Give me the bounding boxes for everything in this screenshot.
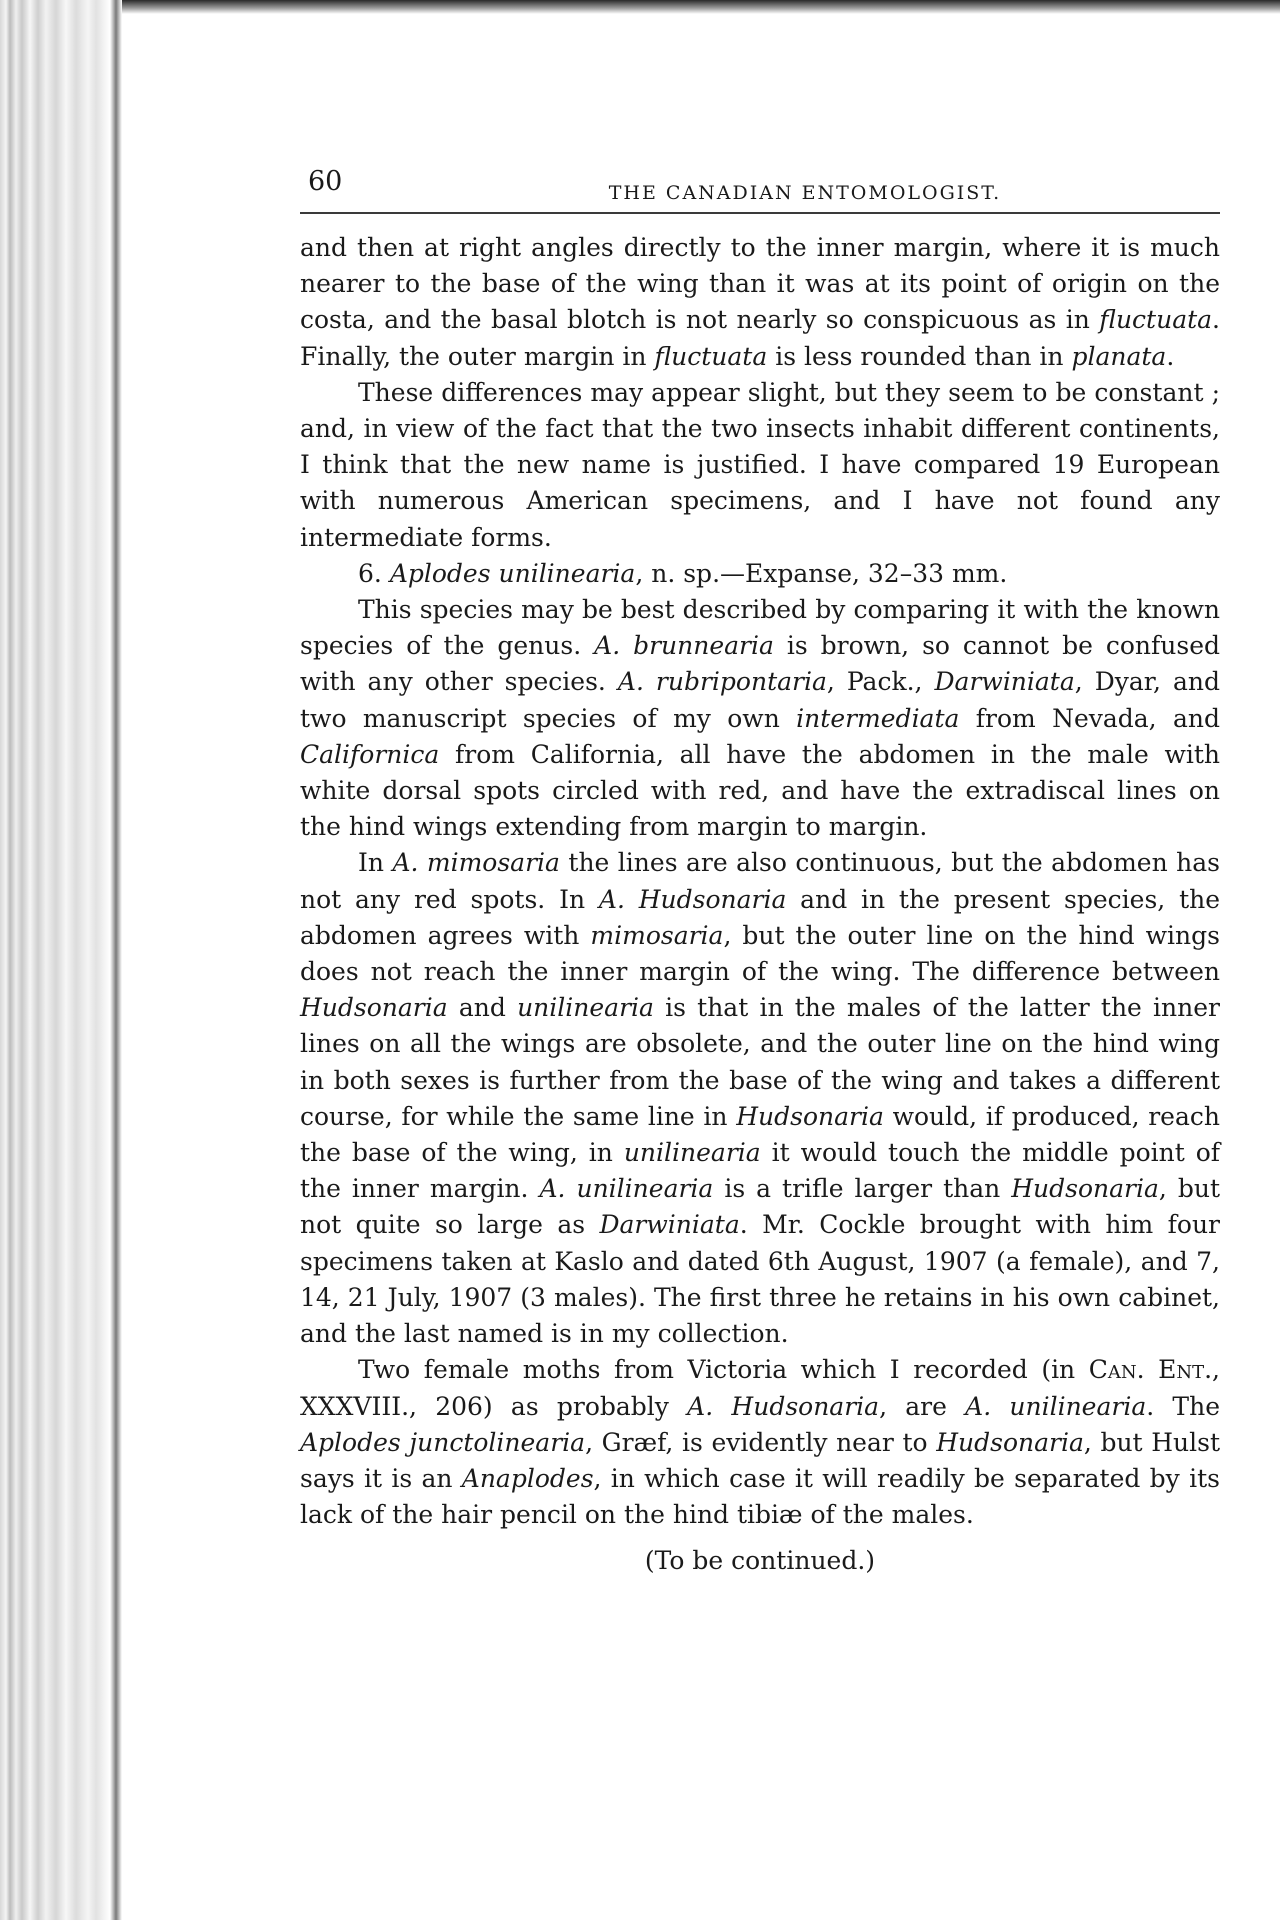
italic-term: Hudsonaria	[736, 1101, 884, 1131]
text-run: would, if produced, reach the base of the wing, in	[300, 1101, 1220, 1168]
paragraph	[300, 1352, 1220, 1533]
italic-term: A. unilinearia	[965, 1391, 1147, 1421]
italic-term: A. rubripontaria	[617, 667, 827, 697]
text-run: . Mr. Cockle brought with him four specimens taken at Kaslo and dated 6th August, 1907 (a female), and 7, 14, 21 July, 1907 (3 males). The first three he retains in his own cabinet, and the last named is in my collection.	[300, 1210, 1220, 1349]
italic-term: A. Hudsonaria	[687, 1391, 880, 1421]
text-run: is that in the males of the latter the inner lines on all the wings are obsolete, and the outer line on the hind wing in both sexes is further from the base of the wing and takes a different course, for while the same line in	[300, 993, 1220, 1131]
page-content	[300, 160, 1220, 1580]
italic-term: Darwiniata	[934, 667, 1075, 697]
text-run: These differences may appear slight, but they seem to be constant ; and, in view of the fact that the two insects inhabit different continents, I think that the new name is justified. I have compared 19 European with numerous American specimens, and I have not found any intermediate forms.	[300, 377, 1220, 552]
italic-term: A. Hudsonaria	[598, 884, 787, 914]
italic-term: Hudsonaria	[936, 1427, 1084, 1457]
italic-term: Darwiniata	[599, 1210, 740, 1240]
text-run: , are	[879, 1391, 966, 1421]
italic-term: mimosaria	[590, 920, 724, 950]
running-head	[300, 160, 1220, 214]
text-run: from California, all have the abdomen in the male with white dorsal spots circled with red, and have the extradiscal lines on the hind wings extending from margin to margin.	[300, 739, 1220, 842]
text-run: is less rounded than in	[767, 341, 1072, 371]
italic-term: unilinearia	[517, 993, 654, 1023]
italic-term: planata	[1071, 341, 1167, 371]
text-run: , Dyar, and two manuscript species of my own	[300, 667, 1220, 733]
paragraph	[300, 592, 1220, 845]
italic-term: Californica	[300, 739, 440, 769]
italic-term: Aplodes unilinearia	[389, 558, 636, 588]
italic-term: fluctuata	[1099, 305, 1213, 335]
text-run: This species may be best described by comparing it with the known species of the genus.	[300, 595, 1220, 661]
italic-term: unilinearia	[623, 1138, 761, 1168]
text-run: .	[1166, 341, 1175, 371]
text-run: , in which case it will readily be separated by its lack of the hair pencil on the hind tibiæ of the males.	[300, 1463, 1220, 1530]
text-run: , Græf, is evidently near to	[585, 1427, 937, 1457]
text-run: , XXXVIII., 206) as probably	[300, 1355, 1220, 1421]
text-run: 6.	[358, 558, 390, 588]
italic-term: Anaplodes	[461, 1463, 594, 1493]
italic-term: Aplodes junctolinearia	[300, 1427, 586, 1457]
text-run: and then at right angles directly to the inner margin, where it is much nearer to the base of the wing than it was at its point of origin on the costa, and the basal blotch is not nearly so conspicuous as in	[300, 233, 1220, 335]
text-run: from Nevada, and	[959, 703, 1220, 733]
page-top-shadow	[0, 0, 1280, 14]
italic-term: Hudsonaria	[300, 993, 448, 1023]
continued-note: (To be continued.)	[644, 1546, 876, 1576]
paragraph	[300, 230, 1220, 375]
paragraph	[300, 845, 1220, 1352]
text-run: , n. sp.—Expanse, 32–33 mm.	[635, 558, 1008, 588]
text-run: , but Hulst says it is an	[300, 1427, 1220, 1493]
text-run: is brown, so cannot be confused with any other species.	[300, 631, 1221, 697]
paragraph	[300, 375, 1220, 556]
italic-term: A. mimosaria	[392, 848, 560, 878]
text-run: , Pack.,	[826, 667, 935, 697]
text-run: In	[358, 848, 393, 878]
text-run: and in the present species, the abdomen agrees with	[300, 884, 1221, 950]
article-body	[300, 230, 1220, 1580]
text-run: , but the outer line on the hind wings does not reach the inner margin of the wing. The difference between	[300, 920, 1220, 987]
text-run: . The	[1146, 1391, 1220, 1421]
small-caps-citation: Can. Ent.	[1088, 1355, 1213, 1385]
italic-term: Hudsonaria	[1011, 1174, 1159, 1204]
text-run: it would touch the middle point of the inner margin.	[300, 1138, 1220, 1204]
text-run: , but not quite so large as	[300, 1174, 1220, 1240]
page-number: 60	[308, 166, 343, 197]
text-run: the lines are also continuous, but the abdomen has not any red spots. In	[300, 848, 1220, 914]
italic-term: A. brunnearia	[594, 631, 774, 661]
text-run: is a trifle larger than	[713, 1174, 1012, 1204]
italic-term: A. unilinearia	[539, 1174, 714, 1204]
text-run: . Finally, the outer margin in	[300, 305, 1220, 371]
species-heading	[300, 556, 1220, 592]
book-page-edges	[0, 0, 122, 1920]
journal-title: THE CANADIAN ENTOMOLOGIST.	[608, 182, 1002, 204]
italic-term: intermediata	[796, 703, 960, 733]
text-run: Two female moths from Victoria which I recorded (in	[358, 1355, 1089, 1385]
italic-term: fluctuata	[654, 341, 768, 371]
text-run: and	[447, 993, 518, 1023]
